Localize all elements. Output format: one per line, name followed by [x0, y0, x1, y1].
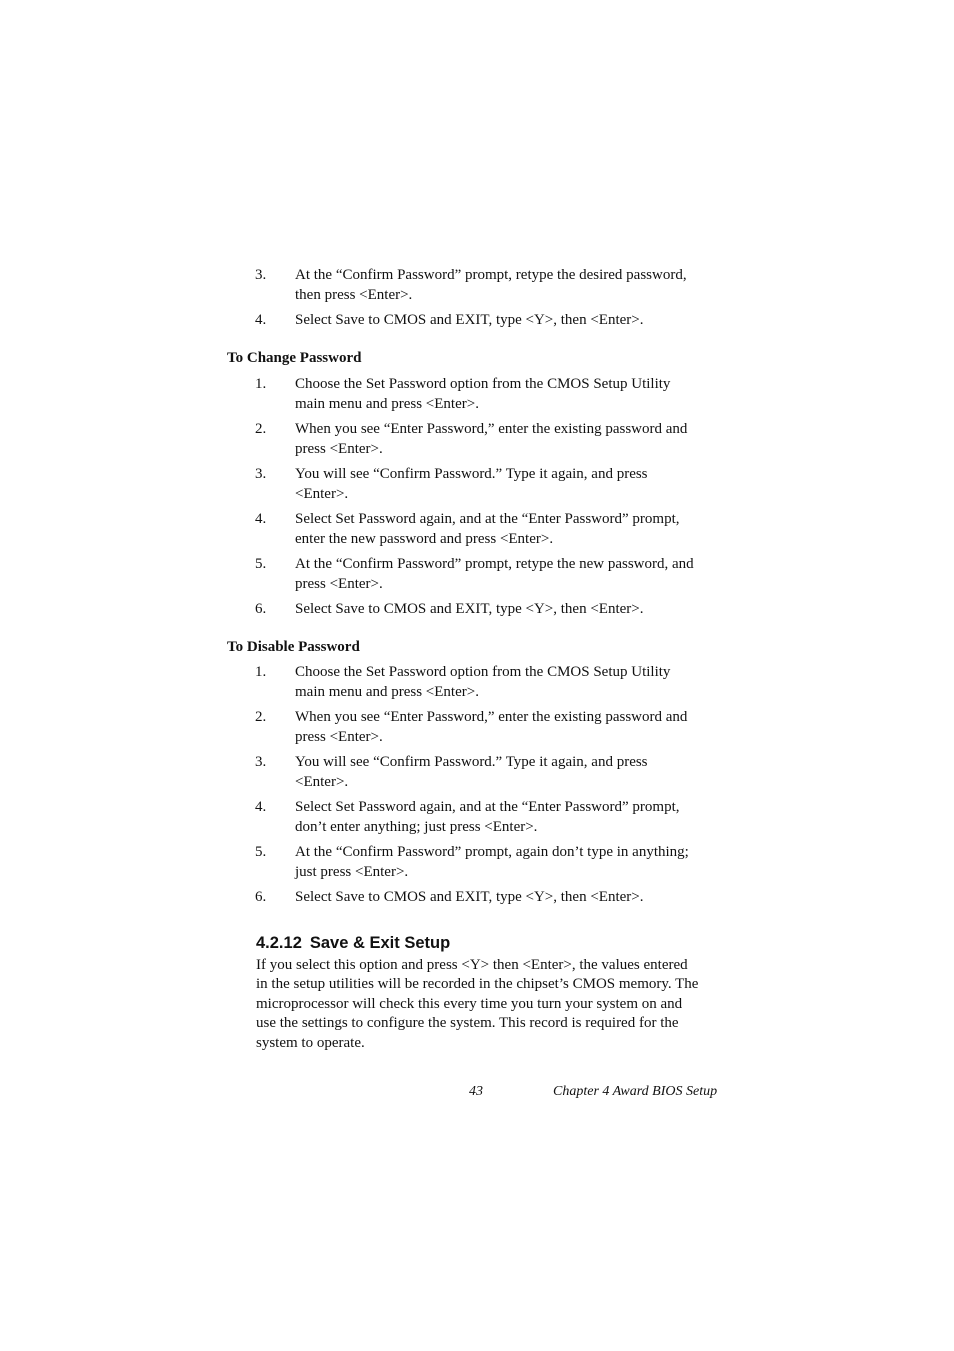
list-item [255, 375, 730, 414]
body-line: in the setup utilities will be recorded in the chipset’s CMOS memory. The [256, 976, 699, 993]
step-number: 5. [255, 844, 267, 860]
step-text: Choose the Set Password option from the CMOS Setup Utility main menu and press <Enter>. [295, 664, 671, 700]
page-number: 43 [469, 1084, 483, 1099]
step-number: 4. [255, 511, 267, 527]
list-item [255, 600, 730, 620]
step-text: Select Set Password again, and at the “Enter Password” prompt, enter the new password and press <Enter>. [295, 511, 680, 547]
list-item [255, 663, 730, 702]
section-title-text: Save & Exit Setup [309, 934, 451, 952]
step-text: Select Save to CMOS and EXIT, type <Y>, then <Enter>. [295, 312, 644, 328]
step-number: 3. [255, 267, 267, 283]
step-number: 4. [255, 312, 267, 328]
step-text: Choose the Set Password option from the CMOS Setup Utility main menu and press <Enter>. [295, 376, 671, 412]
step-text: Select Save to CMOS and EXIT, type <Y>, then <Enter>. [295, 601, 644, 617]
step-number: 1. [255, 376, 267, 392]
list-item [255, 266, 730, 305]
step-text: You will see “Confirm Password.” Type it again, and press <Enter>. [295, 754, 648, 790]
body-line: If you select this option and press <Y> then <Enter>, the values entered [256, 957, 688, 973]
chapter-footer: Chapter 4 Award BIOS Setup [553, 1084, 718, 1099]
body-line: use the settings to configure the system. This record is required for the [256, 1015, 679, 1032]
list-item [255, 555, 730, 594]
list-item [255, 311, 730, 331]
step-text: At the “Confirm Password” prompt, again don’t type in anything; just press <Enter>. [295, 844, 689, 880]
section-body [256, 956, 732, 1053]
step-number: 4. [255, 799, 267, 815]
step-number: 5. [255, 556, 267, 572]
list-item [255, 798, 730, 837]
step-text: When you see “Enter Password,” enter the existing password and press <Enter>. [295, 421, 688, 457]
section-heading [256, 933, 450, 954]
disable-password-heading: To Disable Password [227, 639, 360, 655]
body-line: microprocessor will check this every time you turn your system on and [256, 995, 683, 1012]
step-number: 3. [255, 466, 267, 482]
step-number: 1. [255, 664, 267, 680]
section-number: 4.2.12 [256, 934, 302, 952]
step-text: You will see “Confirm Password.” Type it again, and press <Enter>. [295, 466, 648, 502]
top-steps-list [255, 266, 730, 337]
step-text: At the “Confirm Password” prompt, retype the new password, and press <Enter>. [295, 556, 694, 592]
step-text: At the “Confirm Password” prompt, retype the desired password, then press <Enter>. [295, 267, 687, 303]
list-item [255, 510, 730, 549]
body-line: system to operate. [256, 1034, 365, 1051]
list-item [255, 843, 730, 882]
list-item [255, 708, 730, 747]
disable-password-steps [255, 663, 730, 914]
list-item [255, 465, 730, 504]
list-item [255, 753, 730, 792]
list-item [255, 888, 730, 908]
step-number: 2. [255, 709, 267, 725]
change-password-steps [255, 375, 730, 626]
step-text: Select Set Password again, and at the “Enter Password” prompt, don’t enter anything; just press <Enter>. [295, 799, 680, 835]
step-number: 6. [255, 601, 267, 617]
step-number: 2. [255, 421, 267, 437]
list-item [255, 420, 730, 459]
change-password-heading: To Change Password [227, 350, 362, 366]
step-text: Select Save to CMOS and EXIT, type <Y>, then <Enter>. [295, 889, 644, 905]
step-text: When you see “Enter Password,” enter the existing password and press <Enter>. [295, 709, 688, 745]
step-number: 3. [255, 754, 267, 770]
step-number: 6. [255, 889, 267, 905]
